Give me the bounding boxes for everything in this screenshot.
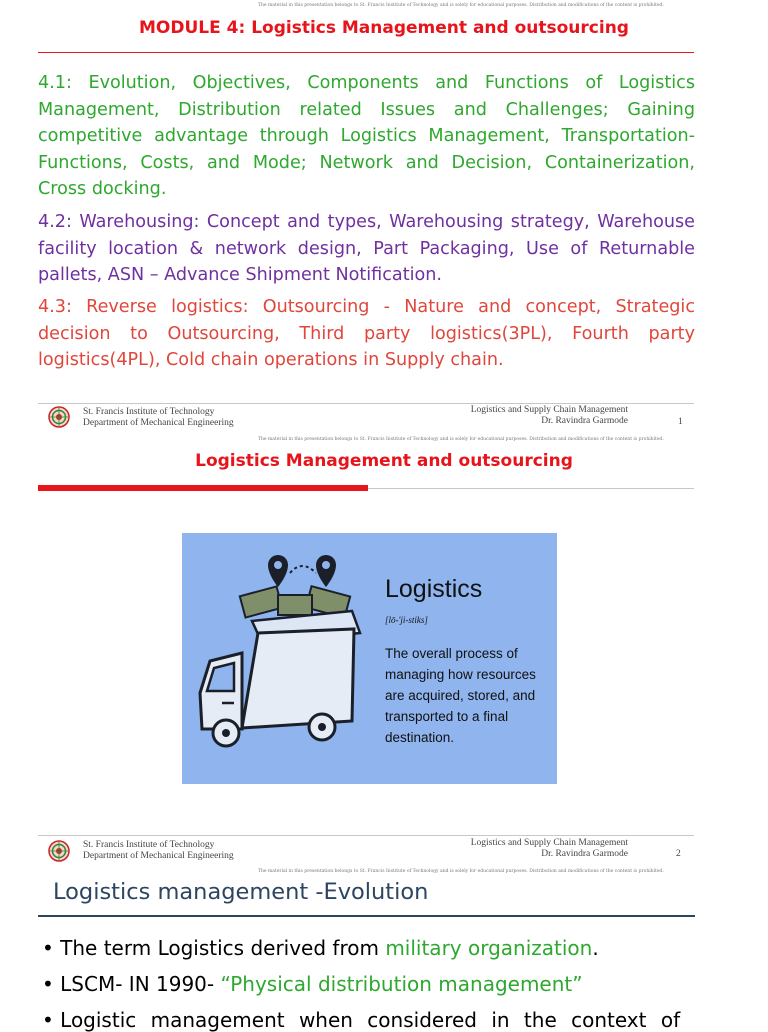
footer-institute: St. Francis Institute of Technology — [83, 840, 215, 850]
disclaimer-text: The material in this presentation belongs to St. Francis Institute of Technology and is solely for educational purposes. Distribution and modifications of the content is prohibited. — [258, 869, 664, 874]
image-word: Logistics — [385, 575, 483, 603]
delivery-truck-icon — [182, 533, 382, 784]
disclaimer-text: The material in this presentation belongs to St. Francis Institute of Technology and is solely for educational purposes. Distribution and modifications of the content is prohibited. — [258, 437, 664, 442]
bullet-text: The term Logistics derived from — [60, 936, 386, 960]
syllabus-4-2: 4.2: Warehousing: Concept and types, Warehousing strategy, Warehouse facility location & network design, Part Packaging, Use of Returnable pallets, ASN – Advance Shipment Notification. — [38, 212, 695, 285]
logistics-illustration — [182, 533, 557, 784]
page-number: 2 — [676, 849, 681, 859]
footer-department: Department of Mechanical Engineering — [83, 851, 234, 861]
page-number: 1 — [678, 417, 683, 427]
bullet-text: LSCM- IN 1990- — [60, 972, 221, 996]
title-rule — [38, 52, 694, 53]
bullet-highlight: “Physical distribution management” — [220, 972, 583, 996]
slide2-title: Logistics Management and outsourcing — [195, 451, 573, 471]
footer-author: Dr. Ravindra Garmode — [541, 416, 628, 426]
footer-rule — [38, 835, 694, 836]
image-pronunciation: [lō-'ji-stiks] — [385, 615, 428, 625]
title-accent-bar — [38, 485, 368, 491]
institute-logo-icon — [48, 406, 70, 428]
footer-course: Logistics and Supply Chain Management — [470, 838, 628, 848]
disclaimer-text: The material in this presentation belongs to St. Francis Institute of Technology and is solely for educational purposes. Distribution and modifications of the content is prohibited. — [258, 3, 664, 8]
slide1-title: MODULE 4: Logistics Management and outsourcing — [139, 18, 629, 38]
image-definition: The overall process of managing how resources are acquired, stored, and transported to a final destination. — [385, 646, 536, 745]
slide3-title: Logistics management -Evolution — [53, 879, 429, 905]
slide3-title-rule — [38, 915, 695, 917]
bullet-highlight: military organization — [385, 936, 593, 960]
bullet-item — [42, 1008, 697, 1032]
bullet-text: Logistic management when considered in the context of — [60, 1008, 681, 1032]
bullet-icon: • — [42, 936, 54, 960]
bullet-item — [42, 972, 583, 996]
footer-institute: St. Francis Institute of Technology — [83, 407, 215, 417]
footer-rule — [38, 403, 694, 404]
syllabus-4-3: 4.3: Reverse logistics: Outsourcing - Nature and concept, Strategic decision to Outsourcing, Third party logistics(3PL), Fourth party logistics(4PL), Cold chain operations in Supply chain. — [38, 297, 695, 370]
bullet-icon: • — [42, 1008, 54, 1032]
bullet-punct: . — [592, 936, 599, 960]
footer-department: Department of Mechanical Engineering — [83, 418, 234, 428]
footer-author: Dr. Ravindra Garmode — [541, 849, 628, 859]
bullet-icon: • — [42, 972, 54, 996]
syllabus-4-1: 4.1: Evolution, Objectives, Components and Functions of Logistics Management, Distribution related Issues and Challenges; Gaining competitive advantage through Logistics Management, Transportation-Functions, Costs, and Mode; Network and Decision, Containerization, Cross docking. — [38, 73, 695, 199]
institute-logo-icon — [48, 840, 70, 862]
footer-course: Logistics and Supply Chain Management — [470, 405, 628, 415]
bullet-item — [42, 936, 599, 960]
